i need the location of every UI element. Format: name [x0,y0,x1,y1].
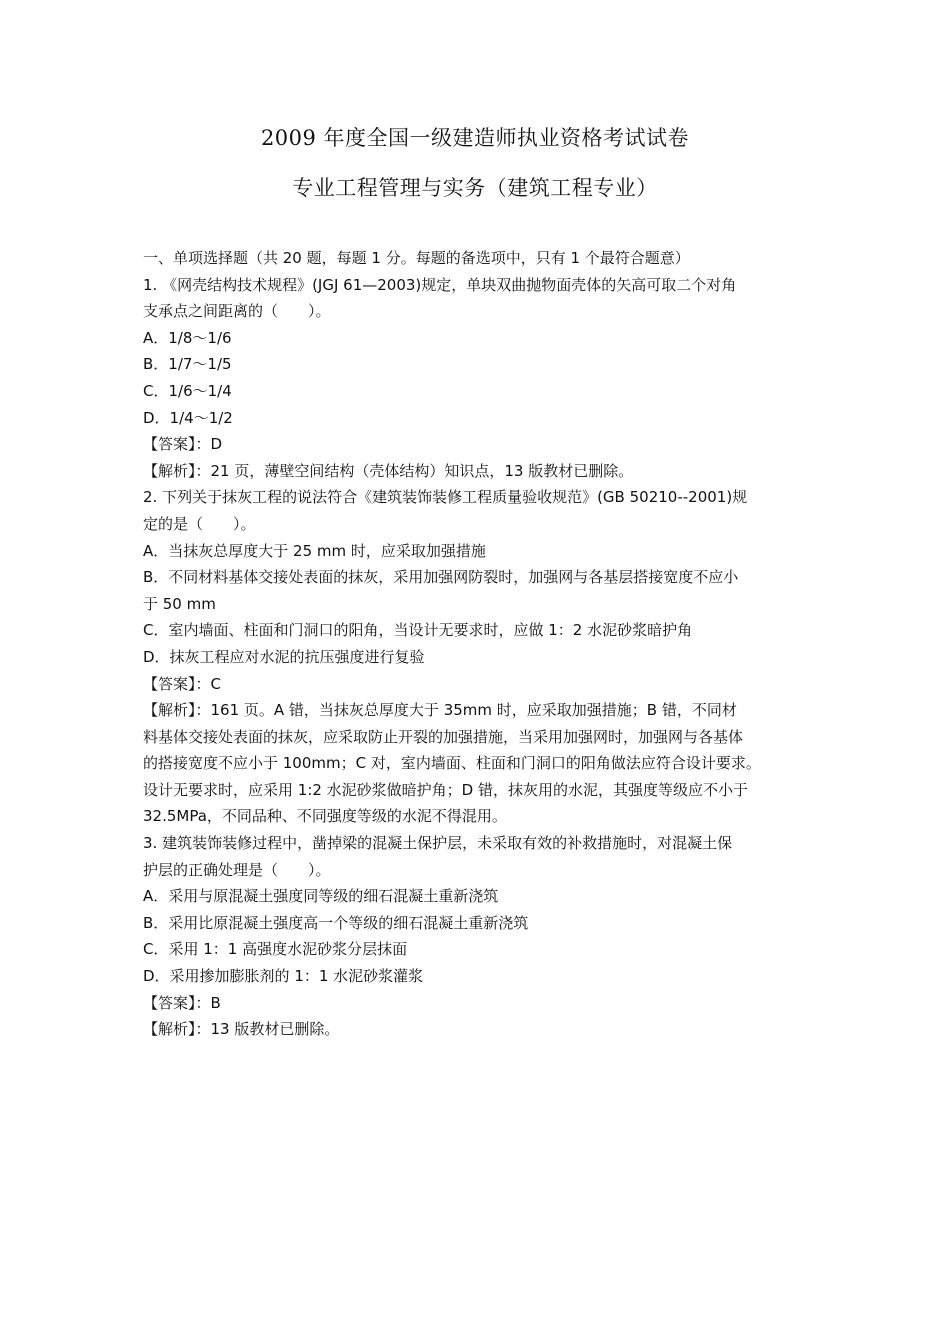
question-stem-line: 2. 下列关于抹灰工程的说法符合《建筑装饰装修工程质量验收规范》(GB 50210--2001)规 [143,488,748,507]
question-stem-line: 1. 《网壳结构技术规程》(JGJ 61—2003)规定，单块双曲抛物面壳体的矢高可取二个对角 [143,275,737,294]
option-b-continued: 于 50 mm [143,594,216,613]
document-title: 2009 年度全国一级建造师执业资格考试试卷 [260,126,690,150]
option-a: A．1/8～1/6 [143,328,232,347]
option-b: B．1/7～1/5 [143,355,232,374]
option-d: D．抹灰工程应对水泥的抗压强度进行复验 [143,647,425,666]
option-a: A．当抹灰总厚度大于 25 mm 时，应采取加强措施 [143,541,486,560]
question-stem-line: 护层的正确处理是（ ）。 [143,860,331,879]
answer: 【答案】：C [143,674,221,693]
analysis-line: 【解析】：21 页，薄壁空间结构（壳体结构）知识点，13 版教材已删除。 [143,461,634,480]
analysis-line: 【解析】：13 版教材已删除。 [143,1020,340,1039]
question-stem-line: 支承点之间距离的（ ）。 [143,302,331,321]
question-3 [143,830,813,1043]
answer: 【答案】：D [143,435,223,454]
analysis-line: 设计无要求时，应采用 1:2 水泥砂浆做暗护角；D 错，抹灰用的水泥，其强度等级应不小于 [143,780,748,799]
option-d: D．采用掺加膨胀剂的 1：1 水泥砂浆灌浆 [143,967,424,986]
analysis-line: 的搭接宽度不应小于 100mm；C 对，室内墙面、柱面和门洞口的阳角做法应符合设计要求。 [143,754,761,773]
question-stem-line: 3. 建筑装饰装修过程中，凿掉梁的混凝土保护层，未采取有效的补救措施时，对混凝土保 [143,834,733,853]
option-b: B．不同材料基体交接处表面的抹灰，采用加强网防裂时，加强网与各基层搭接宽度不应小 [143,568,739,587]
analysis-line: 【解析】：161 页。A 错，当抹灰总厚度大于 35mm 时，应采取加强措施；B 错，不同材 [143,701,737,720]
option-b: B．采用比原混凝土强度高一个等级的细石混凝土重新浇筑 [143,913,529,932]
question-1 [143,272,813,485]
option-d: D．1/4～1/2 [143,408,233,427]
question-2 [143,484,813,830]
section-heading: 一、单项选择题（共 20 题，每题 1 分。每题的备选项中，只有 1 个最符合题意） [143,249,690,267]
option-a: A．采用与原混凝土强度同等级的细石混凝土重新浇筑 [143,887,499,906]
document-body [143,245,813,1043]
option-c: C．1/6～1/4 [143,381,232,400]
analysis-line: 料基体交接处表面的抹灰，应采取防止开裂的加强措施，当采用加强网时，加强网与各基体 [143,727,744,746]
document-subtitle: 专业工程管理与实务（建筑工程专业） [292,176,658,200]
question-stem-line: 定的是（ ）。 [143,514,256,533]
option-c: C．采用 1：1 高强度水泥砂浆分层抹面 [143,940,408,959]
option-c: C．室内墙面、柱面和门洞口的阳角，当设计无要求时，应做 1：2 水泥砂浆暗护角 [143,621,693,640]
answer: 【答案】：B [143,993,221,1012]
analysis-line: 32.5MPa，不同品种、不同强度等级的水泥不得混用。 [143,807,507,826]
